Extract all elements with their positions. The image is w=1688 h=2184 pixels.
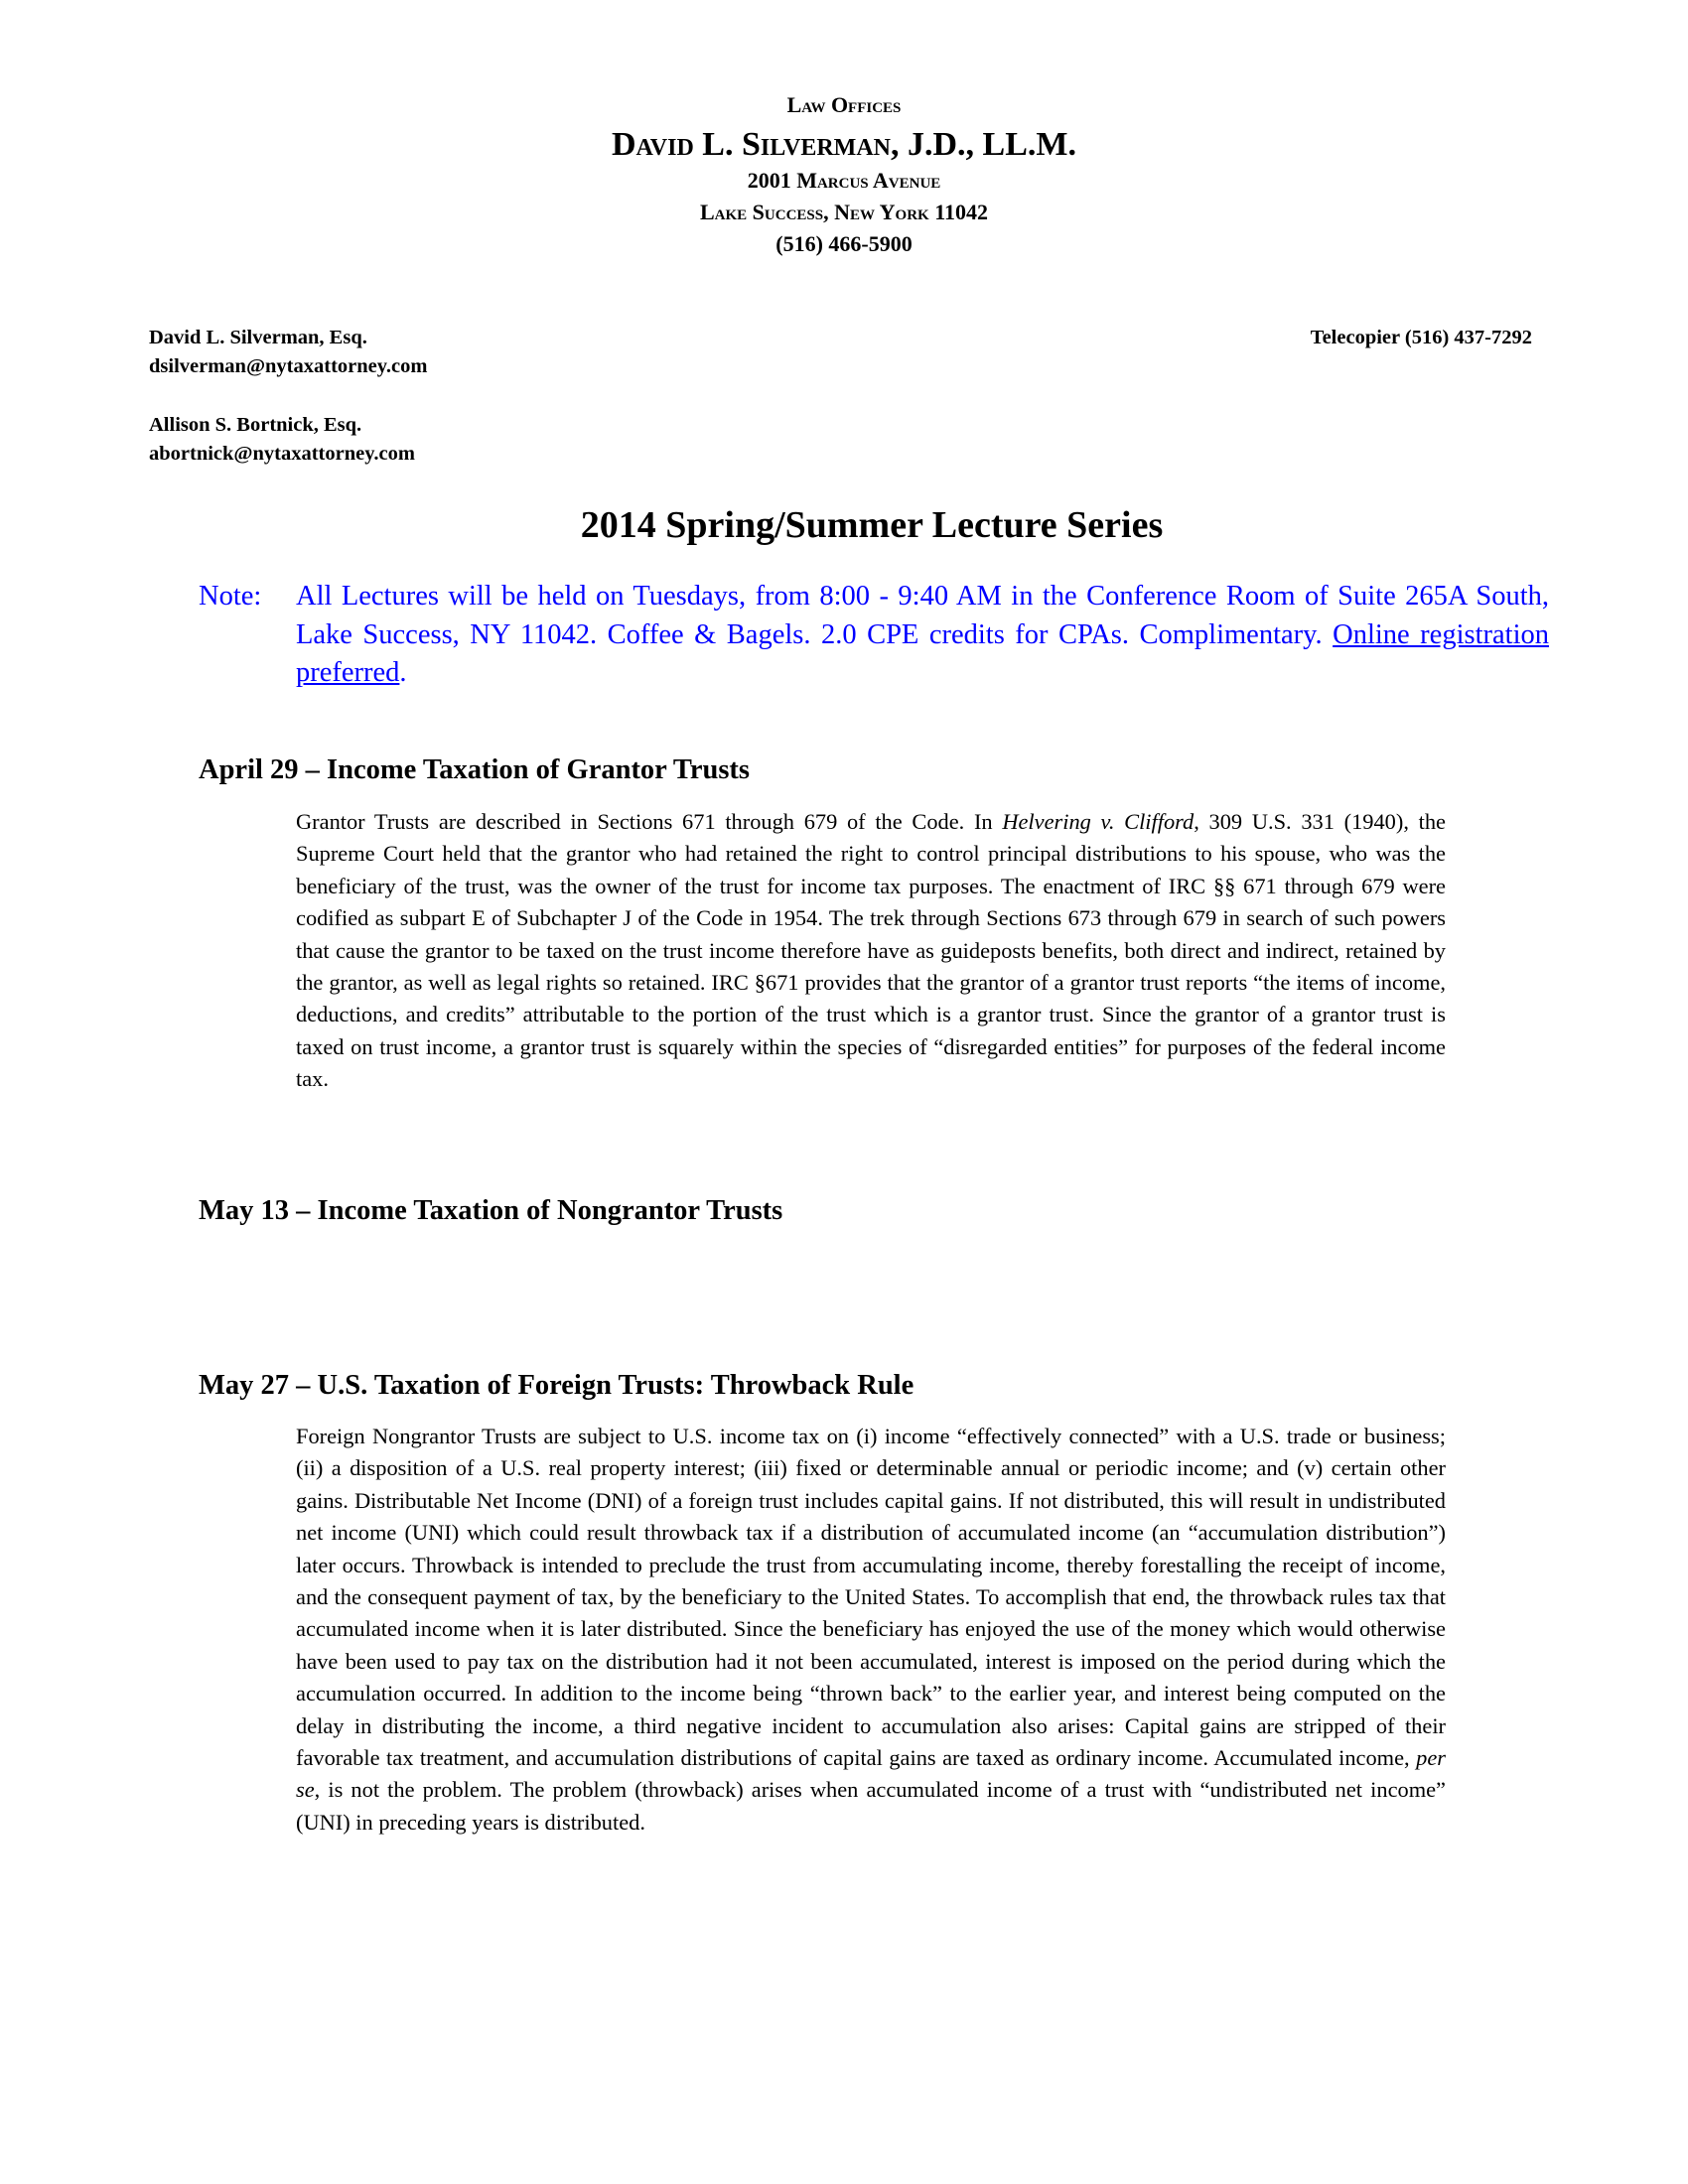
lecture-heading-april-29: April 29 – Income Taxation of Grantor Trusts [199, 754, 750, 785]
note-label: Note: [199, 581, 262, 612]
note-block [199, 578, 1549, 693]
contact-email[interactable]: dsilverman@nytaxattorney.com [149, 355, 428, 377]
contact-block-bortnick [149, 411, 415, 469]
contact-name: Allison S. Bortnick, Esq. [149, 414, 362, 436]
italic-phrase: per se [296, 1745, 1446, 1803]
lecture-paragraph-may-27 [296, 1421, 1446, 1839]
paragraph-text: , is not the problem. The problem (throwback) arises when accumulated income of a trust with “undistributed net income” (UNI) in preceding years is distributed. [296, 1777, 1446, 1835]
note-text: All Lectures will be held on Tuesdays, from 8:00 - 9:40 AM in the Conference Room of Suite 265A South, Lake Success, NY 11042. Coffee & Bagels. 2.0 CPE credits for CPAs. Complimentary. [296, 581, 1549, 650]
page-title: 2014 Spring/Summer Lecture Series [580, 504, 1164, 546]
note-body [296, 578, 1549, 693]
lecture-heading-may-13: May 13 – Income Taxation of Nongrantor Trusts [199, 1195, 783, 1226]
contact-name: David L. Silverman, Esq. [149, 327, 367, 348]
telecopier-number: Telecopier (516) 437-7292 [1310, 327, 1532, 348]
lecture-paragraph-april-29 [296, 806, 1446, 1096]
lecture-heading-may-27: May 27 – U.S. Taxation of Foreign Trusts: Throwback Rule [199, 1370, 914, 1401]
note-trailing: . [399, 657, 407, 688]
letterhead-city: Lake Success, New York 11042 [699, 200, 989, 224]
letterhead-office-label: Law Offices [786, 92, 902, 117]
letterhead-firm-name: David L. Silverman, J.D., LL.M. [611, 126, 1076, 163]
paragraph-text: Foreign Nongrantor Trusts are subject to U.S. income tax on (i) income “effectively connected” with a U.S. trade or business; (ii) a disposition of a U.S. real property interest; (iii) fixed or determinable annual or periodic income; and (v) certain other gains. Distributable Net Income (DNI) of a foreign trust includes capital gains. If not distributed, this will result in undistributed net income (UNI) which could result throwback tax if a distribution of accumulated income (an “accumulation distribution”) later occurs. Throwback is intended to preclude the trust from accumulating income, thereby forestalling the receipt of income, and the consequent payment of tax, by the beneficiary to the United States. To accomplish that end, the throwback rules tax that accumulated income when it is later distributed. Since the beneficiary has enjoyed the use of the money which would otherwise have been used to pay tax on the distribution had it not been accumulated, interest is imposed on the period during which the accumulation occurred. In addition to the income being “thrown back” to the earlier year, and interest being computed on the delay in distributing the income, a third negative incident to accumulation also arises: Capital gains are stripped of their favorable tax treatment, and accumulation distributions of capital gains are taxed as ordinary income. Accumulated income, [296, 1424, 1446, 1771]
paragraph-text: Grantor Trusts are described in Sections 671 through 679 of the Code. In [296, 809, 1003, 834]
contact-email[interactable]: abortnick@nytaxattorney.com [149, 443, 415, 465]
online-registration-link[interactable]: Online registration preferred [296, 618, 1549, 688]
paragraph-text: , 309 U.S. 331 (1940), the Supreme Court held that the grantor who had retained the right to control principal distributions to his spouse, who was the beneficiary of the trust, was the owner of the trust for income tax purposes. The enactment of IRC §§ 671 through 679 were codified as subpart E of Subchapter J of the Code in 1954. The trek through Sections 673 through 679 in search of such powers that cause the grantor to be taxed on the trust income therefore have as guideposts benefits, both direct and indirect, retained by the grantor, as well as legal rights so retained. IRC §671 provides that the grantor of a grantor trust reports “the items of income, deductions, and credits” attributable to the portion of the trust which is a grantor trust. Since the grantor of a grantor trust is taxed on trust income, a grantor trust is squarely within the species of “disregarded entities” for purposes of the federal income tax. [296, 809, 1446, 1092]
contact-block-silverman [149, 324, 427, 381]
case-citation: Helvering v. Clifford [1002, 809, 1195, 834]
letterhead-phone: (516) 466-5900 [775, 231, 913, 256]
letterhead-street: 2001 Marcus Avenue [747, 168, 941, 193]
